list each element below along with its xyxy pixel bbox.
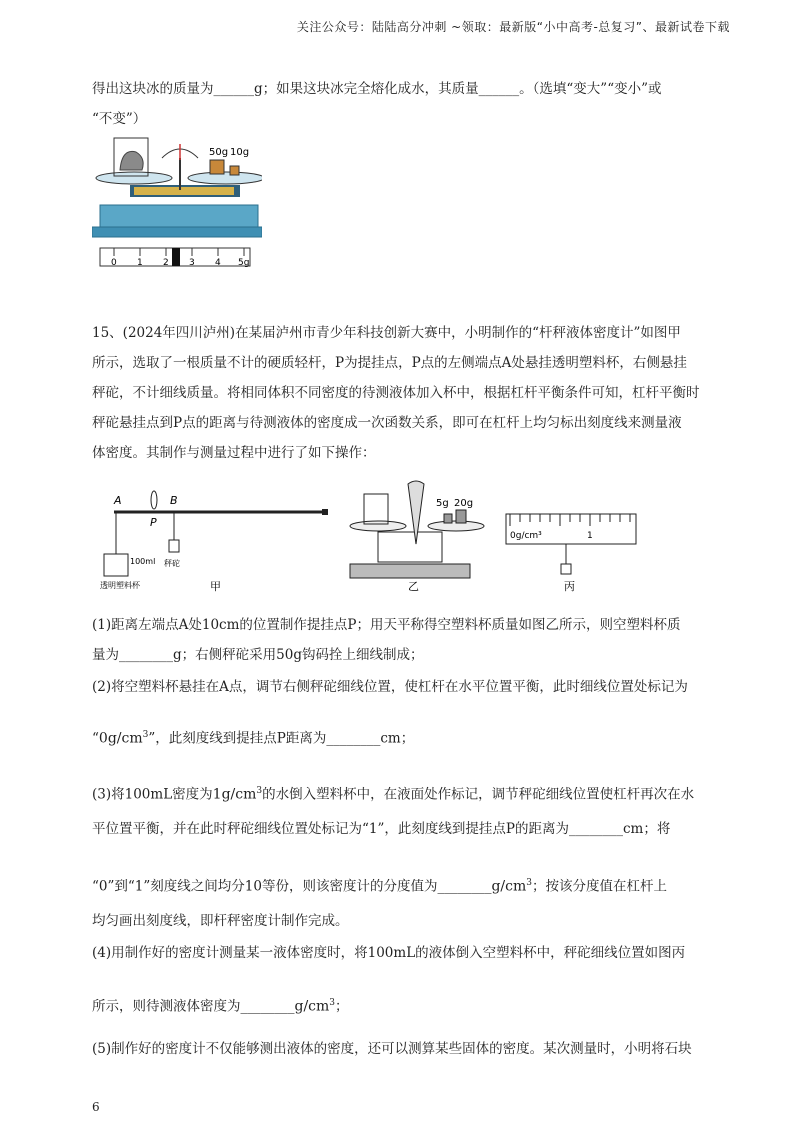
q15-step4-line1: (4)用制作好的密度计测量某一液体密度时，将100mL的液体倒入空塑料杯中，秤砣细线位置如图丙 xyxy=(92,945,686,961)
step2-quote-close: ” xyxy=(148,730,156,747)
fig-jia-label-a: A xyxy=(114,494,122,507)
q14-weight-10g: 10g xyxy=(230,147,250,158)
q14-ruler-tick-0: 0 xyxy=(111,258,117,268)
step4-unit-sup: 3 xyxy=(329,998,336,1008)
step3-unit-sup: 3 xyxy=(256,786,263,796)
step2-text: ，此刻度线到提挂点P距离为________cm； xyxy=(155,730,415,747)
q14-weight-50g: 50g xyxy=(209,147,229,158)
step2-unit: 0g/cm xyxy=(98,730,143,747)
step3-unit: 1g/cm xyxy=(212,786,257,803)
q15-step3-line4: 均匀画出刻度线，即杆秤密度计制作完成。 xyxy=(92,913,349,929)
fig-jia-label-p: P xyxy=(150,516,157,529)
q15-intro xyxy=(92,318,712,468)
q15-step1-line: 量为________g；右侧秤砣采用50g钩码拴上细线制成； xyxy=(92,647,424,663)
q15-intro-line: 15、(2024年四川泸州)在某届泸州市青少年科技创新大赛中，小明制作的“杆秤液体密度计”如图甲 xyxy=(92,325,681,341)
q14-ruler-tick-4: 4 xyxy=(215,258,221,268)
q15-step3-line3 xyxy=(92,868,712,902)
step3-c-unit-sup: 3 xyxy=(526,878,532,888)
q15-intro-line: 秤砣悬挂点到P点的距离与待测液体的密度成一次函数关系，即可在杠杆上均匀标出刻度线来测量液 xyxy=(92,415,682,431)
q14-line1: 得出这块冰的质量为______g；如果这块冰完全熔化成水，其质量______。（选填“变大”“变小”或 xyxy=(92,81,662,97)
q14-ruler-tick-3: 3 xyxy=(189,258,195,268)
q15-step2-line1: (2)将空塑料杯悬挂在A点，调节右侧秤砣细线位置，使杠杆在水平位置平衡，此时细线位置处标记为 xyxy=(92,679,688,695)
q15-step3-line2: 平位置平衡，并在此时秤砣细线位置处标记为“1”，此刻度线到提挂点P的距离为________cm；将 xyxy=(92,821,671,837)
q14-balance-figure xyxy=(92,130,262,275)
q15-intro-line: 体密度。其制作与测量过程中进行了如下操作： xyxy=(92,445,376,461)
step3-text-c: “0”到“1”刻度线之间均分10等份，则该密度计的分度值为________ xyxy=(92,878,492,895)
fig-yi-caption: 乙 xyxy=(408,580,419,593)
q14-ruler-tick-1: 1 xyxy=(137,258,143,268)
step3-text-b: 的水倒入塑料杯中，在液面处作标记，调节秤砣细线位置使杠杆再次在水 xyxy=(262,786,695,803)
q15-step3-line1 xyxy=(92,776,712,810)
page-number: 6 xyxy=(92,1100,100,1114)
q15-intro-line: 所示，选取了一根质量不计的硬质轻杆，P为提挂点，P点的左侧端点A处悬挂透明塑料杯，右侧悬挂 xyxy=(92,355,687,371)
q15-intro-line: 秤砣，不计细线质量。将相同体积不同密度的待测液体加入杯中，根据杠杆平衡条件可知，杠杆平衡时 xyxy=(92,385,700,401)
fig-jia-cup-label: 透明塑料杯 xyxy=(100,581,140,590)
q14-ruler-tick-5g: 5g xyxy=(238,258,250,268)
fig-jia-caption: 甲 xyxy=(210,580,221,593)
fig-bing-mark-0: 0g/cm³ xyxy=(510,531,542,541)
step3-c-unit: g/cm xyxy=(491,878,527,895)
q14-ruler-tick-2: 2 xyxy=(163,258,169,268)
q15-step4-line2 xyxy=(92,988,712,1022)
q14-text xyxy=(92,74,712,134)
q15-step1 xyxy=(92,610,712,670)
page-header: 关注公众号：陆陆高分冲刺 ~领取：最新版“小中高考-总复习”、最新试卷下载 xyxy=(296,20,730,34)
fig-jia-label-b: B xyxy=(170,494,178,507)
q15-step2-line2 xyxy=(92,720,712,754)
step4-unit: g/cm xyxy=(294,998,330,1015)
fig-jia-weight-label: 秤砣 xyxy=(164,559,180,568)
step3-text-a: (3)将100mL密度为 xyxy=(92,786,213,803)
fig-jia-cup-volume: 100ml xyxy=(130,557,156,566)
step2-quote-open: “ xyxy=(92,730,99,747)
step4-text-a: 所示，则待测液体密度为________ xyxy=(92,998,295,1015)
q15-step1-line: (1)距离左端点A处10cm的位置制作提挂点P；用天平称得空塑料杯质量如图乙所示，则空塑料杯质 xyxy=(92,617,681,633)
fig-bing-caption: 丙 xyxy=(564,580,575,593)
fig-bing-mark-1: 1 xyxy=(587,531,593,541)
q15-figures xyxy=(100,474,648,596)
fig-yi-weight-5g: 5g xyxy=(436,498,449,509)
step4-text-b: ； xyxy=(335,998,349,1015)
q14-line2: “不变”） xyxy=(92,111,147,127)
step3-text-d: ；按该分度值在杠杆上 xyxy=(532,878,667,895)
step2-unit-sup: 3 xyxy=(142,730,149,740)
q15-step5: (5)制作好的密度计不仅能够测出液体的密度，还可以测算某些固体的密度。某次测量时，小明将石块 xyxy=(92,1041,692,1057)
fig-yi-weight-20g: 20g xyxy=(454,498,474,509)
